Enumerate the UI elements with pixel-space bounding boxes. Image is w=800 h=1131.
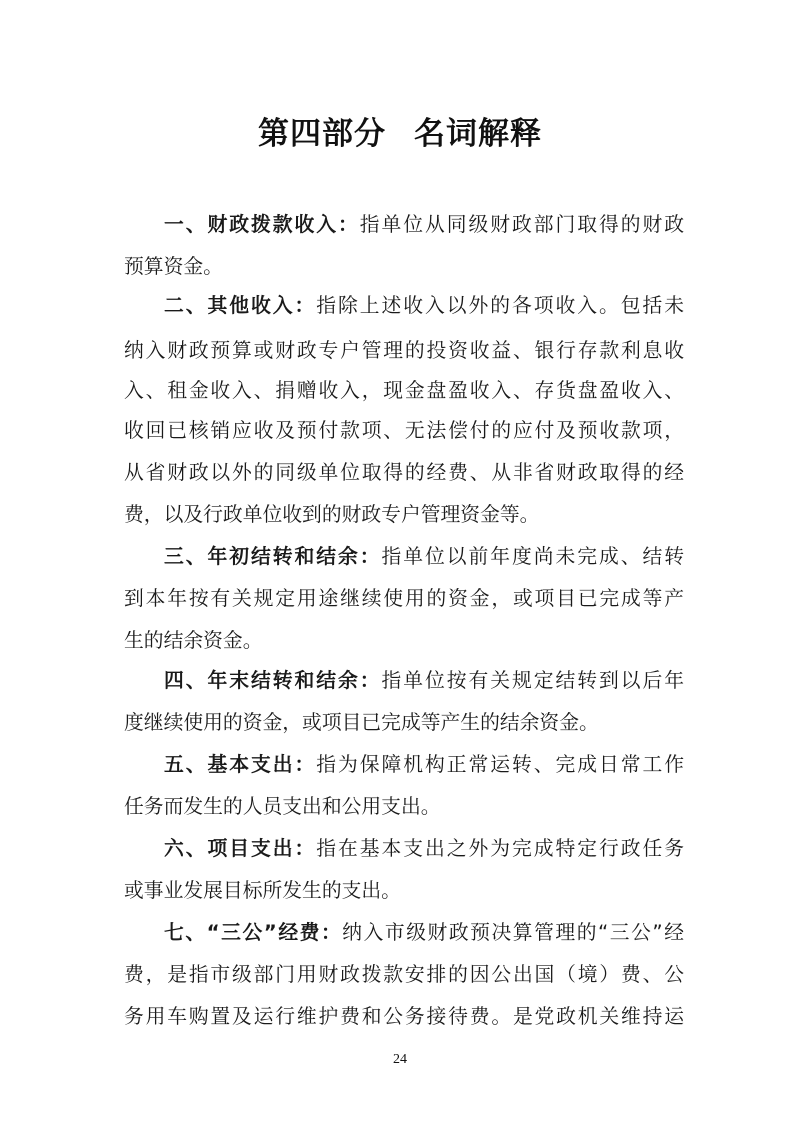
entry-5-text-1: 指为保障机构正常运转、完成日常工作 [316,753,684,776]
entry-6-text-1: 指在基本支出之外为完成特定行政任务 [316,837,684,860]
entry-3-line-1 [164,542,684,572]
title-name: 名词解释 [414,116,542,152]
entry-6-line-2: 或事业发展目标所发生的支出。 [124,879,401,902]
entry-5-line-1 [164,750,684,780]
entry-3-line-3: 生的结余资金。 [124,629,263,652]
entry-6-term: 六、项目支出： [164,837,317,860]
entry-3-line-2: 到本年按有关规定用途继续使用的资金，或项目已完成等产 [124,587,684,610]
entry-2-term: 二、其他收入： [164,294,317,317]
entry-4-text-1: 指单位按有关规定结转到以后年 [381,669,684,692]
entry-7-term: 七、“三公”经费： [164,921,343,944]
entry-2-line-1 [164,291,684,321]
entry-7-line-2: 费，是指市级部门用财政拨款安排的因公出国（境）费、公 [124,963,684,986]
entry-3-term: 三、年初结转和结余： [164,545,382,568]
entry-1-text-1: 指单位从同级财政部门取得的财政 [359,213,684,236]
entry-2-line-6: 费，以及行政单位收到的财政专户管理资金等。 [124,503,540,526]
entry-2-line-4: 收回已核销应收及预付款项、无法偿付的应付及预收款项， [124,419,684,442]
entry-7-line-1 [164,918,684,948]
entry-2-line-3: 入、租金收入、捐赠收入，现金盘盈收入、存货盘盈收入、 [124,379,684,402]
entry-1-term: 一、财政拨款收入： [164,213,360,236]
page-number: 24 [393,1052,407,1067]
entry-5-term: 五、基本支出： [164,753,317,776]
entry-4-line-2: 度继续使用的资金，或项目已完成等产生的结余资金。 [124,711,599,734]
entry-6-line-1 [164,834,684,864]
entry-2-text-1: 指除上述收入以外的各项收入。包括未 [316,294,684,317]
entry-3-text-1: 指单位以前年度尚未完成、结转 [381,545,684,568]
entry-2-line-5: 从省财政以外的同级单位取得的经费、从非省财政取得的经 [124,461,684,484]
page-title [0,108,800,153]
entry-1-line-2: 预算资金。 [124,255,223,278]
entry-1-line-1 [164,210,684,240]
entry-7-line-3: 务用车购置及运行维护费和公务接待费。是党政机关维持运 [124,1005,684,1028]
entry-5-line-2: 任务而发生的人员支出和公用支出。 [124,795,441,818]
entry-7-text-1: 纳入市级财政预决算管理的“三公”经 [342,921,684,944]
entry-4-line-1 [164,666,684,696]
entry-4-term: 四、年末结转和结余： [164,669,382,692]
title-part: 第四部分 [258,116,386,152]
entry-2-line-2: 纳入财政预算或财政专户管理的投资收益、银行存款利息收 [124,339,684,362]
